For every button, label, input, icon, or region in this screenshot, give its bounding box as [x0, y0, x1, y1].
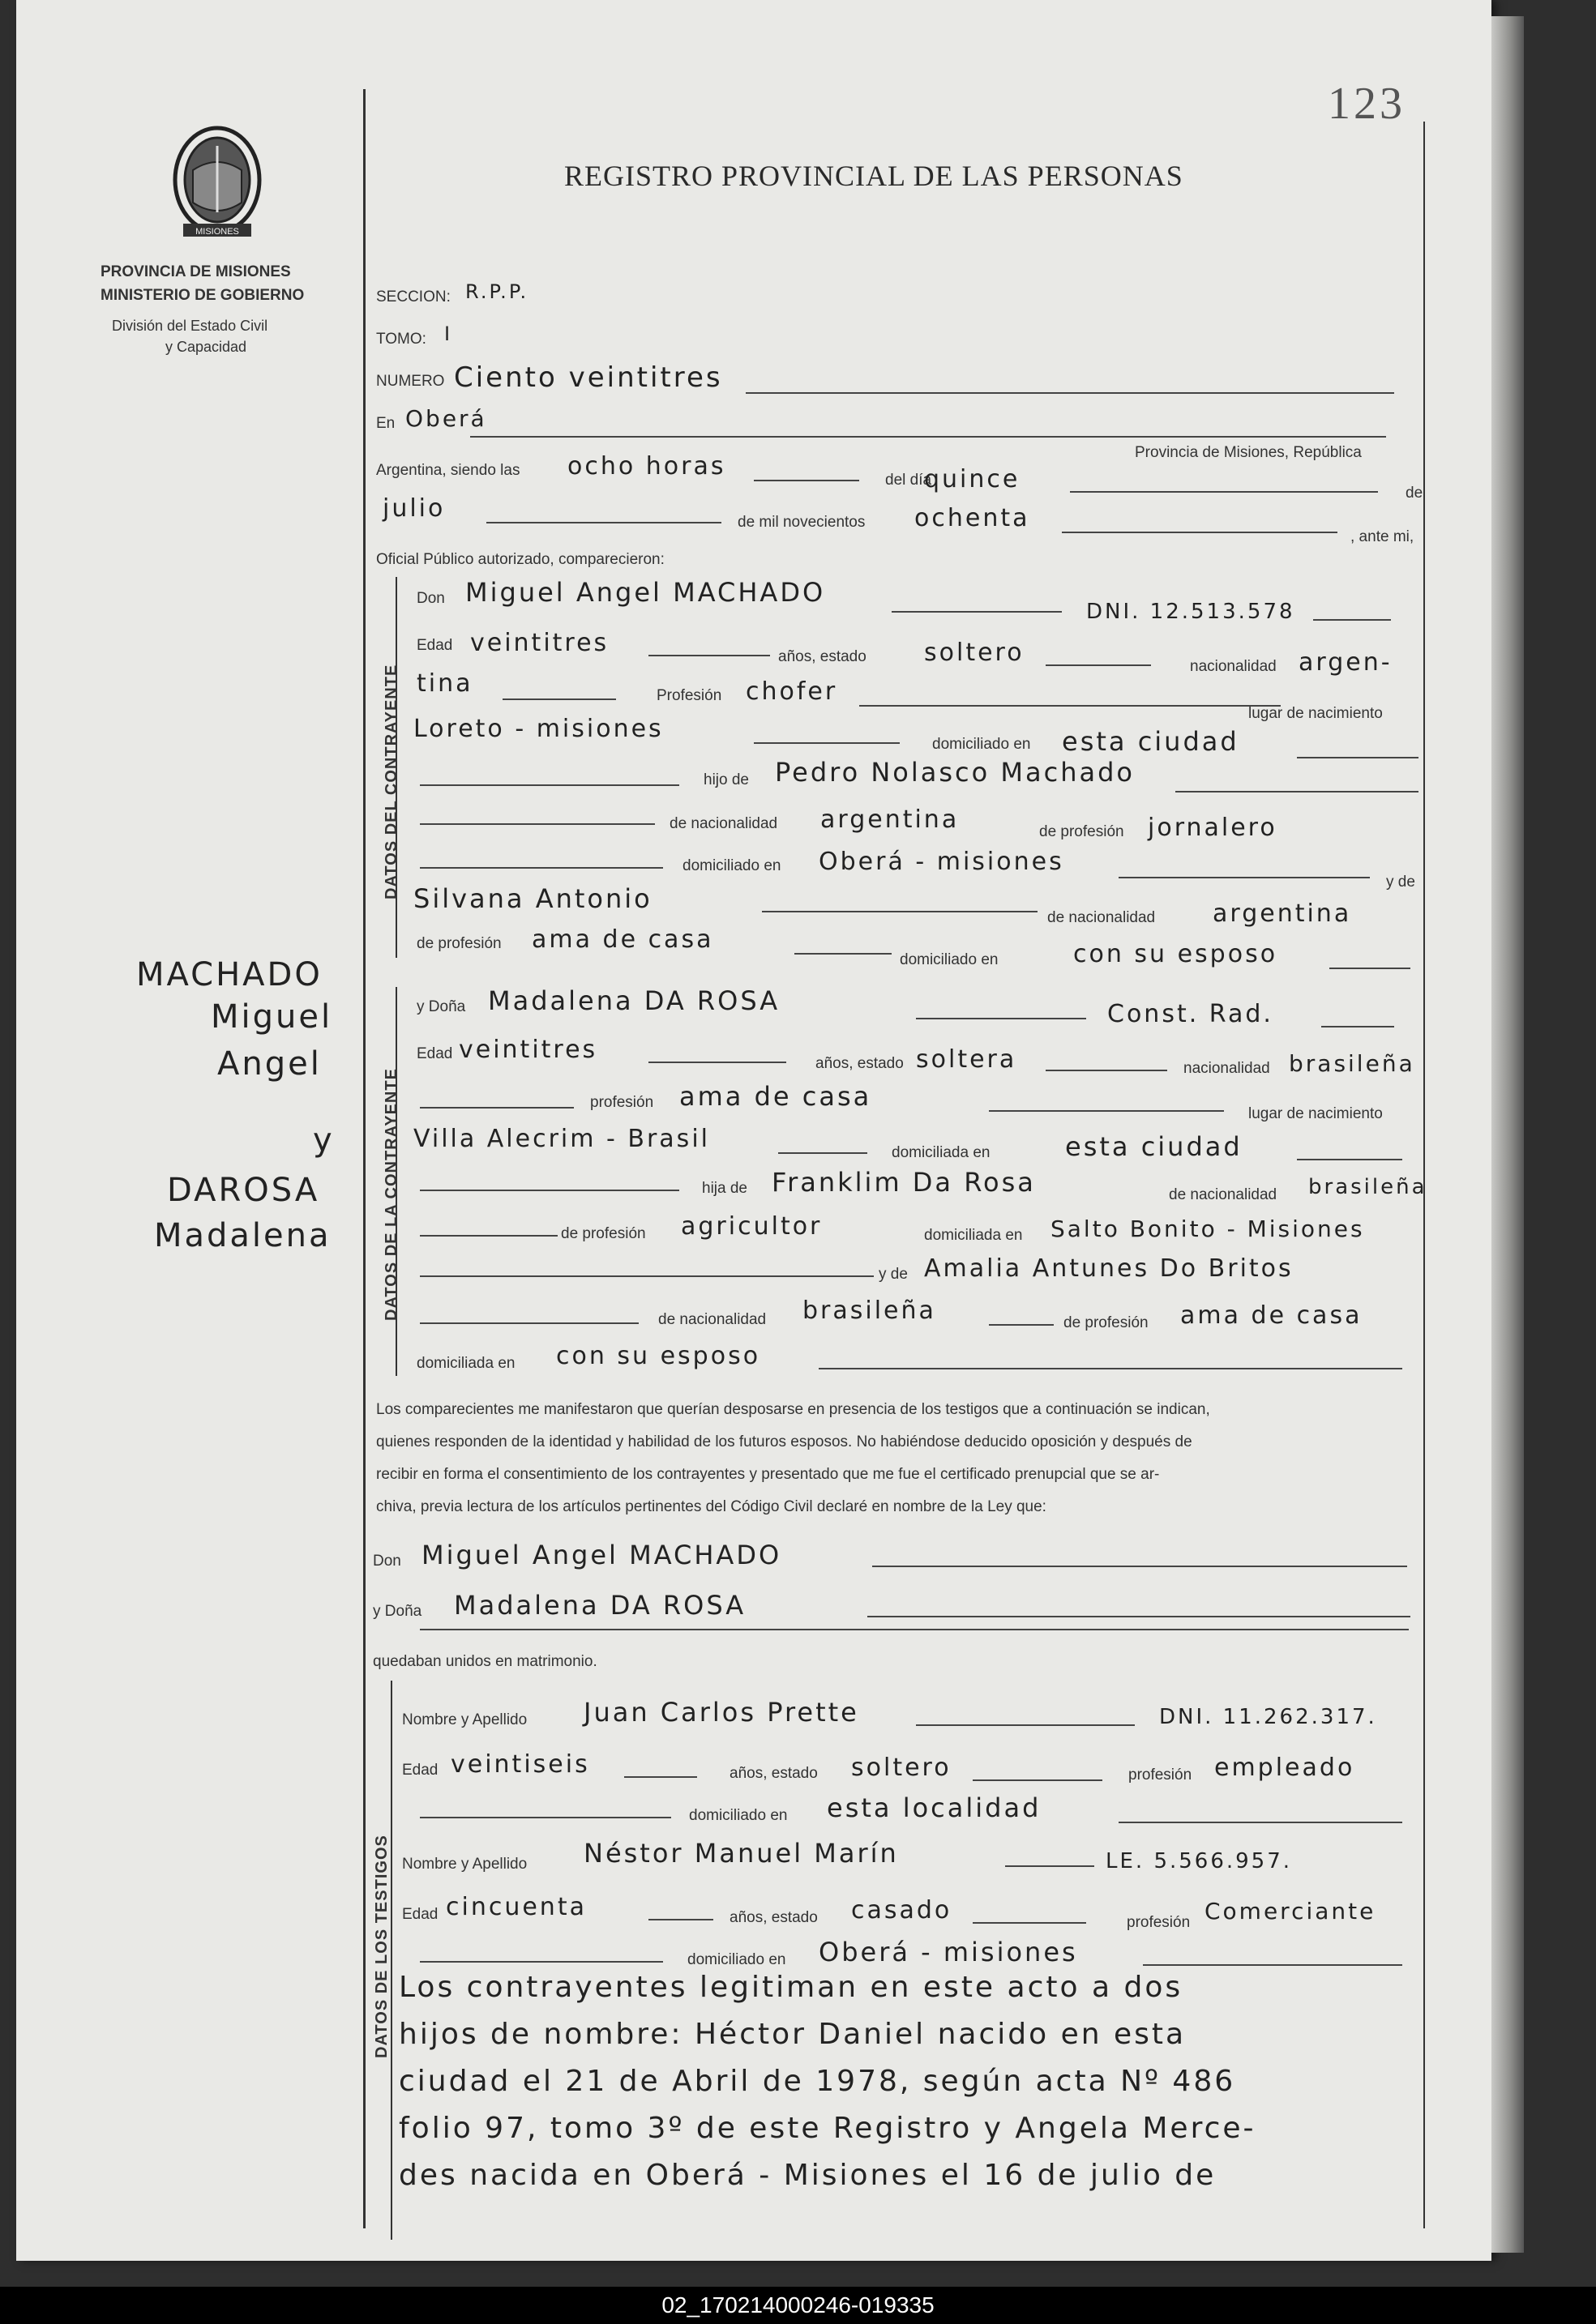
bride-name: Madalena DA ROSA [488, 985, 781, 1016]
bride-father-nac-label: de nacionalidad [1169, 1186, 1277, 1203]
page-title: REGISTRO PROVINCIAL DE LAS PERSONAS [564, 160, 1183, 192]
margin-surname-1: MACHADO [136, 956, 323, 993]
bride-lugar-label: lugar de nacimiento [1248, 1105, 1383, 1122]
t2-nombre-label: Nombre y Apellido [402, 1856, 528, 1873]
seccion-label: SECCION: [376, 288, 451, 305]
groom-dom: esta ciudad [1062, 726, 1239, 757]
numero-value: Ciento veintitres [454, 361, 723, 394]
margin-rule [363, 89, 366, 2228]
t2-estado-label: años, estado [730, 1909, 818, 1926]
bride-father-nac: brasileña [1308, 1175, 1427, 1199]
witness-2-edad: cincuenta [446, 1893, 587, 1921]
bride-prof: ama de casa [679, 1081, 872, 1112]
bride-nac-label: nacionalidad [1183, 1060, 1270, 1077]
bride-father-prof-label: de profesión [561, 1225, 646, 1242]
oficial-text: Oficial Público autorizado, comparecieron: [376, 551, 665, 568]
bride-dom-label: domiciliada en [892, 1144, 991, 1161]
witness-1-name: Juan Carlos Prette [584, 1697, 859, 1728]
margin-surname-2: DAROSA [167, 1172, 320, 1209]
bride-nac: brasileña [1289, 1050, 1415, 1077]
decl-bride-name: Madalena DA ROSA [454, 1590, 747, 1621]
side-label-contrayente-2: DATOS DE LA CONTRAYENTE [383, 1068, 400, 1321]
margin-name-1a: Miguel [211, 998, 333, 1036]
note-line-4: folio 97, tomo 3º de este Registro y Angela Merce- [399, 2112, 1256, 2145]
groom-nac-1: argen- [1299, 648, 1393, 677]
bride-yde-label: y de [879, 1266, 908, 1283]
provincia-text: Provincia de Misiones, República [1135, 444, 1362, 461]
groom-estado-label: años, estado [778, 648, 866, 665]
page-number: 123 [1328, 79, 1406, 129]
declaration-line-2: quienes responden de la identidad y habilidad de los futuros esposos. No habiéndose deducido oposición y después de [376, 1433, 1192, 1450]
bride-mother-dom-label: domiciliada en [417, 1355, 516, 1372]
groom-edad: veintitres [470, 629, 610, 657]
division-label-1: División del Estado Civil [112, 318, 268, 334]
division-label-2: y Capacidad [165, 339, 247, 355]
mes-value: julio [383, 494, 446, 523]
groom-father: Pedro Nolasco Machado [775, 757, 1135, 788]
groom-mother-nac: argentina [1213, 899, 1352, 928]
t1-nombre-label: Nombre y Apellido [402, 1711, 528, 1728]
groom-prof: chofer [746, 677, 838, 706]
seccion-value: R.P.P. [465, 280, 529, 303]
groom-mother-dom: con su esposo [1073, 940, 1278, 968]
bride-edad-label: Edad [417, 1045, 453, 1062]
witness-2-dom: Oberá - misiones [819, 1937, 1078, 1967]
witness-2-doc: LE. 5.566.957. [1106, 1849, 1293, 1873]
seal-text: MISIONES [195, 227, 239, 237]
declaration-line-1: Los comparecientes me manifestaron que querían desposarse en presencia de los testigos que a continuación se indican, [376, 1401, 1210, 1418]
dia-label: del día [885, 472, 932, 489]
witness-2-prof: Comerciante [1204, 1898, 1376, 1925]
tomo-value: I [444, 323, 453, 345]
groom-yde-label: y de [1386, 874, 1415, 891]
bride-mother: Amalia Antunes Do Britos [924, 1254, 1294, 1283]
bride-hija-label: hija de [702, 1180, 747, 1197]
decl-dona-label: y Doña [373, 1603, 422, 1620]
margin-conjunction: y [313, 1121, 335, 1159]
bride-prof-label: profesión [590, 1094, 654, 1111]
anio-value: ochenta [914, 504, 1030, 532]
declaration-line-4: chiva, previa lectura de los artículos pertinentes del Código Civil declaré en nombre de la Ley que: [376, 1498, 1046, 1515]
image-caption: 02_170214000246-019335 [0, 2287, 1596, 2324]
declaration-line-3: recibir en forma el consentimiento de los contrayentes y presentado que me fue el certificado prenupcial que se ar- [376, 1466, 1160, 1483]
groom-father-dom: Oberá - misiones [819, 848, 1064, 876]
bride-mother-dom: con su esposo [556, 1342, 761, 1370]
bride-mother-nac-label: de nacionalidad [658, 1311, 767, 1328]
don-label: Don [417, 590, 445, 607]
province-label: PROVINCIA DE MISIONES [101, 263, 291, 280]
groom-lugar-label: lugar de nacimiento [1248, 705, 1383, 722]
t1-dom-label: domiciliado en [689, 1807, 788, 1824]
ministry-label: MINISTERIO DE GOBIERNO [101, 287, 305, 304]
ante-label: , ante mi, [1350, 528, 1414, 545]
note-line-3: ciudad el 21 de Abril de 1978, según acta Nº 486 [399, 2065, 1236, 2098]
t2-edad-label: Edad [402, 1906, 439, 1923]
decl-groom-name: Miguel Angel MACHADO [421, 1540, 782, 1570]
dona-label: y Doña [417, 998, 466, 1015]
de-label: de [1406, 485, 1423, 502]
bride-mother-prof-label: de profesión [1063, 1314, 1149, 1331]
bride-father-dom: Salto Bonito - Misiones [1050, 1215, 1365, 1242]
groom-name: Miguel Angel MACHADO [465, 577, 826, 608]
note-line-5: des nacida en Oberá - Misiones el 16 de julio de [399, 2159, 1217, 2192]
bride-father: Franklim Da Rosa [772, 1167, 1036, 1198]
groom-edad-label: Edad [417, 637, 453, 654]
bride-lugar: Villa Alecrim - Brasil [413, 1125, 710, 1153]
groom-mother-prof-label: de profesión [417, 935, 502, 952]
groom-father-dom-label: domiciliado en [682, 857, 781, 874]
t1-prof-label: profesión [1128, 1766, 1192, 1784]
t2-prof-label: profesión [1127, 1914, 1191, 1931]
witness-1-dom: esta localidad [827, 1792, 1042, 1823]
page-edge [1491, 16, 1524, 2253]
t1-edad-label: Edad [402, 1762, 439, 1779]
groom-lugar: Loreto - misiones [413, 715, 664, 743]
provincial-seal-icon [169, 122, 266, 243]
groom-father-nac: argentina [820, 805, 960, 834]
witness-1-doc: DNI. 11.262.317. [1159, 1705, 1377, 1729]
witness-1-estado: soltero [851, 1754, 952, 1782]
note-line-2: hijos de nombre: Héctor Daniel nacido en esta [399, 2018, 1187, 2051]
groom-dom-label: domiciliado en [932, 736, 1031, 753]
groom-mother-prof: ama de casa [532, 925, 714, 954]
bride-estado-label: años, estado [815, 1055, 904, 1072]
t1-estado-label: años, estado [730, 1765, 818, 1782]
en-value: Oberá [405, 405, 487, 432]
margin-name-1b: Angel [217, 1045, 322, 1083]
en-label: En [376, 415, 396, 432]
argentina-text: Argentina, siendo las [376, 462, 520, 479]
witness-2-name: Néstor Manuel Marín [584, 1838, 899, 1869]
groom-nac-2: tina [417, 669, 473, 698]
t2-dom-label: domiciliado en [687, 1951, 786, 1968]
decl-don-label: Don [373, 1553, 401, 1570]
decl-unidos: quedaban unidos en matrimonio. [373, 1653, 597, 1670]
witness-1-edad: veintiseis [451, 1750, 590, 1779]
groom-dni: DNI. 12.513.578 [1086, 600, 1295, 624]
note-line-1: Los contrayentes legitiman en este acto a dos [399, 1971, 1183, 2004]
register-page [16, 0, 1491, 2261]
groom-father-prof-label: de profesión [1039, 823, 1124, 840]
groom-hijo-label: hijo de [704, 771, 749, 788]
bride-doc: Const. Rad. [1107, 1000, 1273, 1028]
bride-dom: esta ciudad [1065, 1131, 1243, 1162]
groom-prof-label: Profesión [657, 687, 722, 704]
groom-nac-label: nacionalidad [1190, 658, 1277, 675]
groom-father-prof: jornalero [1148, 814, 1277, 842]
bride-father-dom-label: domiciliada en [924, 1227, 1023, 1244]
witness-2-estado: casado [851, 1896, 952, 1925]
bride-father-prof: agricultor [681, 1212, 823, 1241]
witness-1-prof: empleado [1214, 1754, 1355, 1782]
bride-estado: soltera [916, 1045, 1017, 1074]
groom-father-nac-label: de nacionalidad [670, 815, 778, 832]
groom-mother-dom-label: domiciliado en [900, 951, 999, 968]
bride-edad: veintitres [459, 1036, 598, 1064]
horas-value: ocho horas [567, 452, 726, 481]
groom-mother-nac-label: de nacionalidad [1047, 909, 1156, 926]
dia-value: quince [924, 465, 1020, 493]
margin-name-2: Madalena [154, 1217, 332, 1254]
tomo-label: TOMO: [376, 331, 426, 348]
anio-label: de mil novecientos [738, 514, 866, 531]
side-label-contrayente: DATOS DEL CONTRAYENTE [383, 664, 400, 899]
groom-mother: Silvana Antonio [413, 883, 653, 914]
numero-label: NUMERO [376, 373, 445, 390]
bride-mother-nac: brasileña [802, 1297, 936, 1325]
bride-mother-prof: ama de casa [1180, 1301, 1363, 1330]
groom-estado: soltero [924, 639, 1025, 667]
side-label-testigos: DATOS DE LOS TESTIGOS [373, 1835, 391, 2058]
